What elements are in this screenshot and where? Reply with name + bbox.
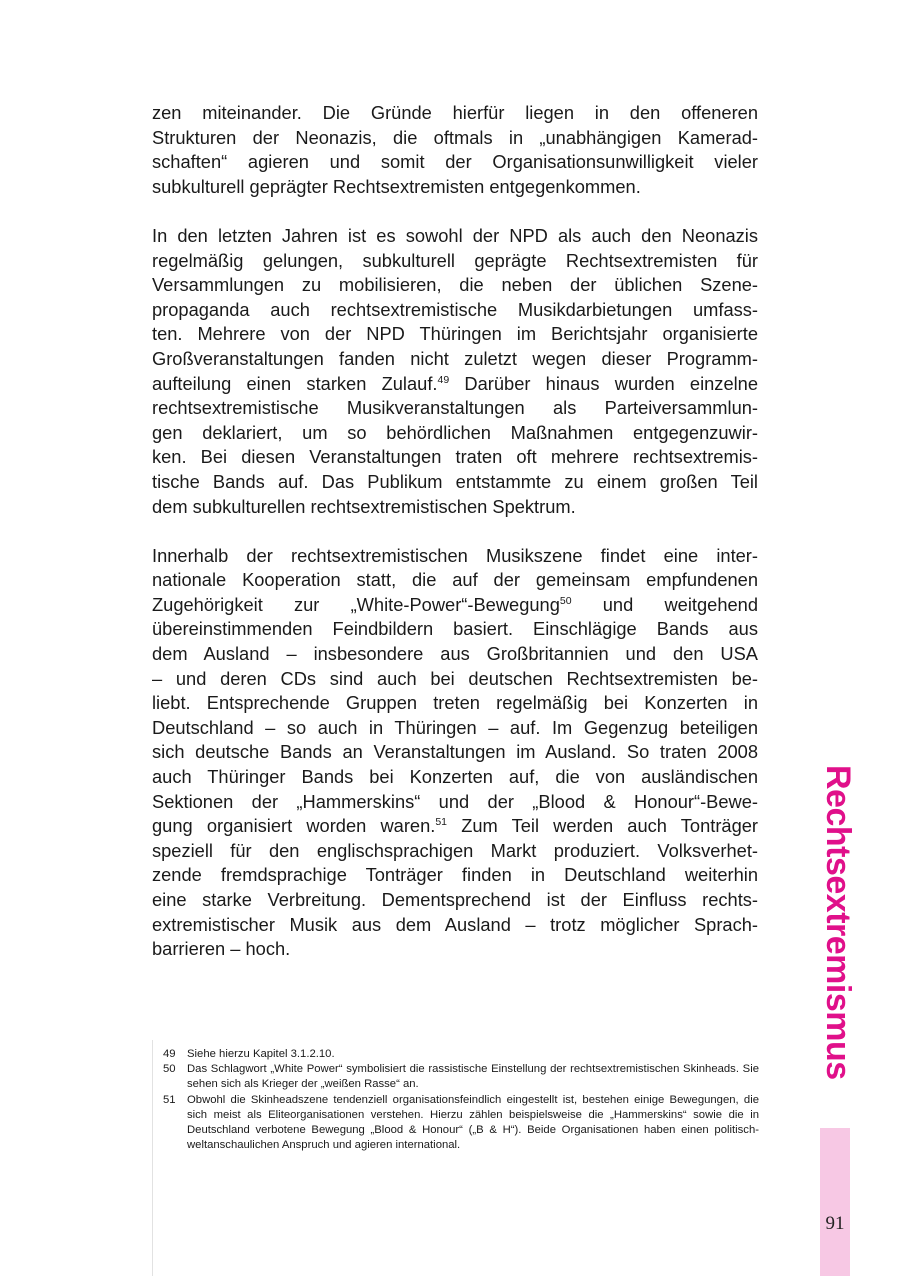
page-tab — [820, 1128, 850, 1276]
text-segment: übereinstimmenden Feindbildern basiert. Einschlägige Bands aus — [152, 618, 758, 640]
footnote-ref: 49 — [437, 373, 450, 386]
text-segment: eine starke Verbreitung. Dementsprechend ist der Einfluss rechts- — [152, 889, 758, 910]
text-segment: Sektionen der „Hammerskins“ und der „Blood & Honour“-Bewe- — [152, 790, 758, 812]
text-line — [152, 396, 758, 421]
text-segment: In den letzten Jahren ist es sowohl der NPD als auch den Neonazis — [152, 224, 758, 246]
text-segment: speziell für den englischsprachigen Markt produziert. Volksverhet- — [152, 839, 758, 861]
text-segment: Großveranstaltungen fanden nicht zuletzt wegen dieser Programm- — [152, 347, 758, 369]
text-segment: auch Thüringer Bands bei Konzerten auf, die von ausländischen — [152, 766, 758, 788]
text-segment: ten. Mehrere von der NPD Thüringen im Berichtsjahr organisierte — [152, 323, 758, 345]
text-segment: barrieren – hoch. — [152, 938, 291, 960]
footnote — [163, 1047, 759, 1062]
text-segment: Deutschland – so auch in Thüringen – auf. Im Gegenzug beteiligen — [152, 716, 758, 738]
text-line — [152, 495, 758, 520]
text-line — [152, 568, 758, 593]
footnote-number: 50 — [163, 1063, 176, 1076]
text-segment: zen miteinander. Die Gründe hierfür liegen in den offeneren — [152, 102, 758, 123]
text-segment: regelmäßig gelungen, subkulturell geprägte Rechtsextremisten für — [152, 249, 758, 271]
paragraph — [152, 544, 758, 962]
footnote-text: Obwohl die Skinheadszene tendenziell organisationsfeindlich eingestellt ist, bestehen einige Bewegungen, die sich meist als Eliteorganisationen verstehen. Hierzu zählen beispielsweise die „Hammerskins“ sowie die in Deutschland verbotene Bewegung „Blood & Honour“ („B & H“). Beide Organisationen haben einen politisch-weltanschaulichen Anspruch und agieren international. — [187, 1093, 759, 1152]
text-line — [152, 937, 758, 962]
footnote-text: Das Schlagwort „White Power“ symbolisiert die rassistische Einstellung der rechtsextremistischen Skinheads. Sie sehen sich als Krieger der „weißen Rasse“ an. — [187, 1063, 759, 1091]
text-line — [152, 150, 758, 175]
text-segment: Zugehörigkeit zur „White-Power“-Bewegung — [152, 593, 560, 615]
text-line — [152, 273, 758, 298]
margin-rule — [152, 1040, 153, 1276]
text-segment: – und deren CDs sind auch bei deutschen Rechtsextremisten be- — [152, 667, 758, 689]
footnote-number: 51 — [163, 1093, 176, 1106]
text-segment: nationale Kooperation statt, die auf der gemeinsam empfundenen — [152, 569, 758, 591]
text-line — [152, 224, 758, 249]
text-line — [152, 298, 758, 323]
text-segment: gen deklariert, um so behördlichen Maßnahmen entgegenzuwir- — [152, 421, 758, 443]
text-line — [152, 322, 758, 347]
text-segment: Versammlungen zu mobilisieren, die neben der üblichen Szene- — [152, 274, 758, 296]
text-segment: Zum Teil werden auch Tonträger — [447, 815, 758, 837]
text-line — [152, 740, 758, 765]
paragraph — [152, 101, 758, 199]
text-segment: extremistischer Musik aus dem Ausland – trotz möglicher Sprach- — [152, 913, 758, 935]
text-line — [152, 863, 758, 888]
text-segment: dem subkulturellen rechtsextremistischen Spektrum. — [152, 495, 576, 517]
text-line — [152, 470, 758, 495]
text-line — [152, 839, 758, 864]
text-line — [152, 642, 758, 667]
text-line — [152, 421, 758, 446]
text-line — [152, 347, 758, 372]
text-line — [152, 790, 758, 815]
text-segment: schaften“ agieren und somit der Organisationsunwilligkeit vieler — [152, 151, 758, 173]
text-segment: Darüber hinaus wurden einzelne — [449, 372, 759, 394]
text-segment: propaganda auch rechtsextremistische Musikdarbietungen umfass- — [152, 298, 758, 320]
text-segment: zende fremdsprachige Tonträger finden in Deutschland weiterhin — [152, 864, 758, 886]
body-text — [152, 101, 758, 986]
text-line — [152, 175, 758, 200]
text-segment: Strukturen der Neonazis, die oftmals in „unabhängigen Kamerad- — [152, 126, 758, 148]
text-segment: und weitgehend — [571, 593, 758, 615]
text-line — [152, 126, 758, 151]
text-line — [152, 667, 758, 692]
text-segment: aufteilung einen starken Zulauf. — [152, 372, 438, 394]
text-line — [152, 544, 758, 569]
footnote-number: 49 — [163, 1048, 176, 1060]
text-segment: gung organisiert worden waren. — [152, 815, 436, 837]
text-line — [152, 101, 758, 126]
text-segment: sich deutsche Bands an Veranstaltungen im Ausland. So traten 2008 — [152, 741, 758, 763]
text-segment: tische Bands auf. Das Publikum entstammte zu einem großen Teil — [152, 470, 758, 492]
text-segment: dem Ausland – insbesondere aus Großbritannien und den USA — [152, 643, 758, 665]
paragraph — [152, 224, 758, 519]
text-line — [152, 249, 758, 274]
text-line — [152, 617, 758, 642]
text-segment: ken. Bei diesen Veranstaltungen traten oft mehrere rechtsextremis- — [152, 446, 758, 468]
text-line — [152, 814, 758, 839]
text-segment: rechtsextremistische Musikveranstaltungen als Parteiversammlun- — [152, 397, 758, 419]
footnote — [163, 1062, 759, 1092]
text-line — [152, 765, 758, 790]
footnote-text: Siehe hierzu Kapitel 3.1.2.10. — [187, 1048, 335, 1060]
text-line — [152, 691, 758, 716]
page-number: 91 — [825, 1213, 845, 1234]
text-line — [152, 716, 758, 741]
text-segment: liebt. Entsprechende Gruppen treten regelmäßig bei Konzerten in — [152, 692, 758, 714]
text-line — [152, 445, 758, 470]
footnote-ref: 51 — [435, 816, 448, 829]
text-line — [152, 888, 758, 913]
text-segment: Innerhalb der rechtsextremistischen Musikszene findet eine inter- — [152, 544, 758, 566]
chapter-side-title: Rechtsextremismus — [819, 765, 857, 1080]
footnotes — [163, 1047, 759, 1153]
footnote-ref: 50 — [559, 594, 572, 607]
text-line — [152, 913, 758, 938]
footnote — [163, 1093, 759, 1154]
text-segment: subkulturell geprägter Rechtsextremisten entgegenkommen. — [152, 175, 641, 197]
text-line — [152, 593, 758, 618]
text-line — [152, 372, 758, 397]
